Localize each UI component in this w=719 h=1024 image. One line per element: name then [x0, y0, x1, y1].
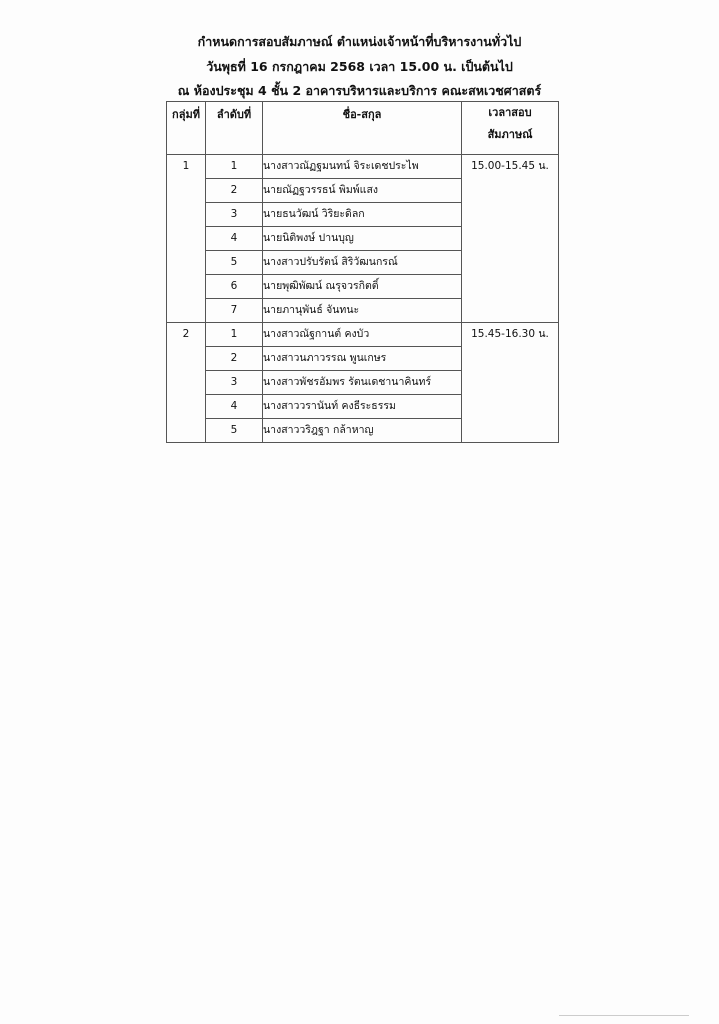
order-number: 4	[206, 395, 263, 419]
group-number: 1	[167, 155, 206, 323]
candidate-name: นายนิติพงษ์ ปานบุญ	[263, 227, 462, 251]
title-line-3: ณ ห้องประชุม 4 ชั้น 2 อาคารบริหารและบริการ คณะสหเวชศาสตร์	[177, 83, 542, 98]
header-time	[462, 102, 559, 155]
header-time-line1: เวลาสอบ	[488, 106, 532, 119]
candidate-name: นายธนวัฒน์ วิริยะดิลก	[263, 203, 462, 227]
candidate-name: นายพุฒิพัฒน์ ณรุจวรกิตติ์	[263, 275, 462, 299]
interview-time: 15.00-15.45 น.	[462, 155, 559, 323]
order-number: 1	[206, 323, 263, 347]
candidate-name: นายณัฏฐวรรธน์ พิมพ์แสง	[263, 179, 462, 203]
order-number: 5	[206, 419, 263, 443]
table-header	[167, 102, 559, 155]
candidate-name: นางสาวณัฐกานต์ คงบัว	[263, 323, 462, 347]
group-2-body	[167, 323, 559, 443]
table-row	[167, 323, 559, 347]
order-number: 1	[206, 155, 263, 179]
order-number: 2	[206, 347, 263, 371]
header-group: กลุ่มที่	[167, 102, 206, 155]
order-number: 7	[206, 299, 263, 323]
candidate-name: นางสาววริฎฐา กล้าหาญ	[263, 419, 462, 443]
candidate-name: นางสาวปรับรัตน์ สิริวัฒนกรณ์	[263, 251, 462, 275]
order-number: 3	[206, 203, 263, 227]
candidate-name: นางสาวพัชรอัมพร รัตนเดชานาคินทร์	[263, 371, 462, 395]
candidate-name: นางสาวนภาวรรณ พูนเกษร	[263, 347, 462, 371]
header-time-line2: สัมภาษณ์	[487, 128, 533, 141]
page-edge-mark	[559, 1015, 689, 1016]
interview-time: 15.45-16.30 น.	[462, 323, 559, 443]
interview-schedule-table	[166, 101, 559, 443]
table-row	[167, 155, 559, 179]
header-order: ลำดับที่	[206, 102, 263, 155]
candidate-name: นางสาวณัฏฐมนทน์ จิระเดชประไพ	[263, 155, 462, 179]
order-number: 2	[206, 179, 263, 203]
order-number: 3	[206, 371, 263, 395]
candidate-name: นางสาววรานันท์ คงธีระธรรม	[263, 395, 462, 419]
order-number: 4	[206, 227, 263, 251]
title-line-2: วันพุธที่ 16 กรกฎาคม 2568 เวลา 15.00 น. เป็นต้นไป	[206, 59, 513, 74]
header-name: ชื่อ-สกุล	[263, 102, 462, 155]
group-number: 2	[167, 323, 206, 443]
title-line-1: กำหนดการสอบสัมภาษณ์ ตำแหน่งเจ้าหน้าที่บริหารงานทั่วไป	[197, 34, 522, 49]
order-number: 5	[206, 251, 263, 275]
group-1-body	[167, 155, 559, 323]
candidate-name: นายภานุพันธ์ จันทนะ	[263, 299, 462, 323]
order-number: 6	[206, 275, 263, 299]
